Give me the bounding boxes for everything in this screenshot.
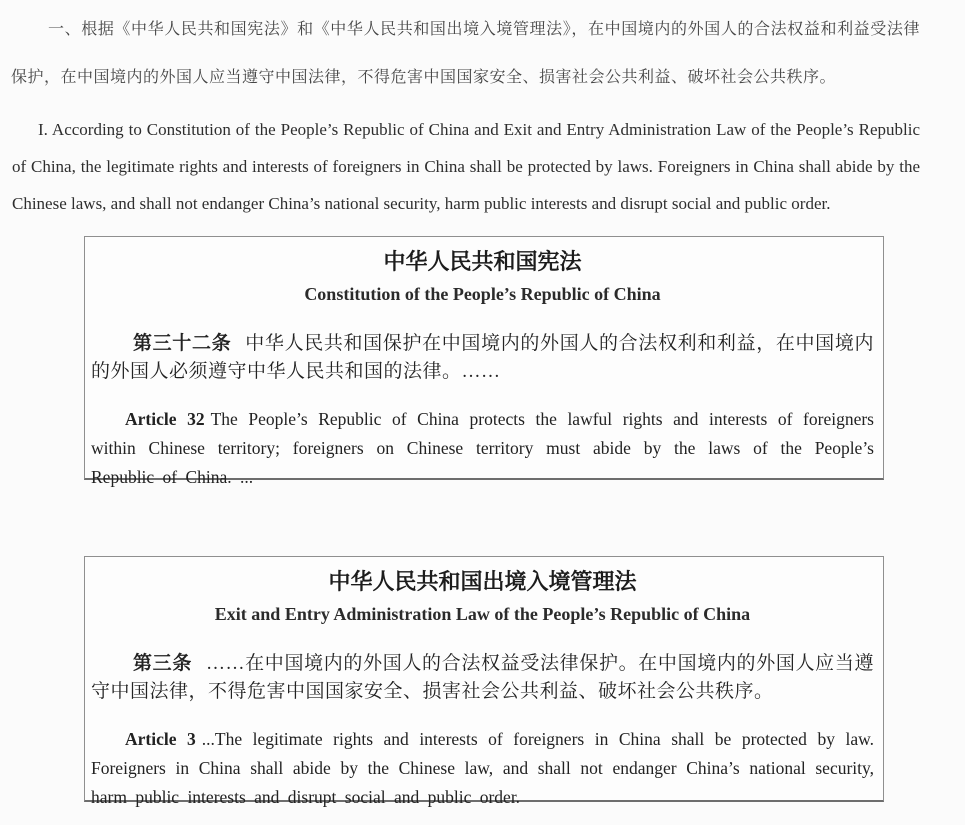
constitution-article-english <box>91 405 874 492</box>
article-32-text-chinese: 中华人民共和国保护在中国境内的外国人的合法权利和利益，在中国境内的外国人必须遵守中华人民共和国的法律。…… <box>91 333 874 382</box>
constitution-title-chinese: 中华人民共和国宪法 <box>383 249 582 274</box>
exit-entry-law-title-chinese: 中华人民共和国出境入境管理法 <box>328 569 637 594</box>
constitution-article-chinese <box>91 330 874 386</box>
constitution-box <box>84 236 884 487</box>
exit-entry-article-english <box>91 725 874 812</box>
constitution-title-english: Constitution of the People’s Republic of China <box>304 284 661 304</box>
intro-paragraph-english: I. According to Constitution of the People’s Republic of China and Exit and Entry Administration Law of the People’s Republic of China, the legitimate rights and interests of foreigners in China shall be protected by laws. Foreigners in China shall abide by the Chinese laws, and shall not endanger China’s national security, harm public interests and disrupt social and public order. <box>12 120 920 213</box>
article-32-text-english: The People’s Republic of China protects the lawful rights and interests of foreigners within Chinese territory; foreigners on Chinese territory must abide by the laws of the People’s Republic of China. ... <box>91 409 874 487</box>
intro-paragraph-chinese: 一、根据《中华人民共和国宪法》和《中华人民共和国出境入境管理法》，在中国境内的外国人的合法权益和利益受法律保护，在中国境内的外国人应当遵守中国法律，不得危害中国国家安全、损害社会公共利益、破坏社会公共秩序。 <box>11 21 920 86</box>
article-3-text-english: ...The legitimate rights and interests of foreigners in China shall be protected by law. Foreigners in China shall abide by the Chinese law, and shall not endanger China’s national security, harm public interests and disrupt social and public order. <box>91 729 874 807</box>
exit-entry-article-chinese <box>91 650 874 706</box>
article-3-label-english: Article 3 <box>125 729 196 749</box>
article-3-label-chinese: 第三条 <box>133 653 192 674</box>
article-32-label-chinese: 第三十二条 <box>133 333 232 354</box>
article-3-text-chinese: ……在中国境内的外国人的合法权益受法律保护。在中国境内的外国人应当遵守中国法律，不得危害中国国家安全、损害社会公共利益、破坏社会公共秩序。 <box>91 653 874 702</box>
document-page <box>0 6 965 807</box>
exit-entry-law-box <box>84 556 884 807</box>
article-32-label-english: Article 32 <box>125 409 205 429</box>
exit-entry-law-title-english: Exit and Entry Administration Law of the People’s Republic of China <box>214 604 751 624</box>
